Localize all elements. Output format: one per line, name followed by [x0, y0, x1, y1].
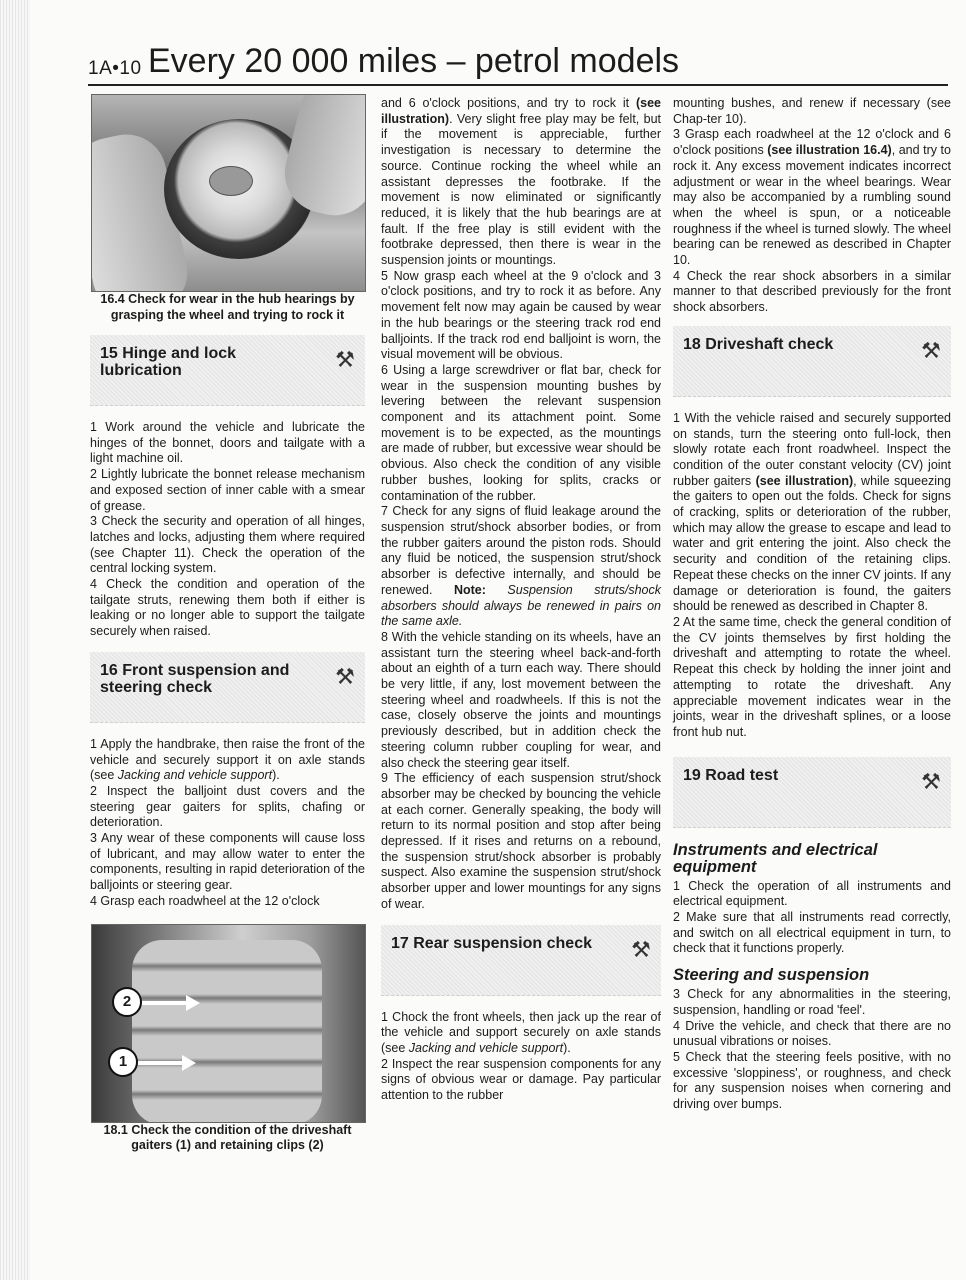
- s17p1-end: ).: [563, 1040, 571, 1055]
- spanner-icon: ⚒: [631, 936, 651, 962]
- s17-paragraph-1: [381, 1010, 661, 1057]
- section-16-title: 16 Front suspension and steering check: [100, 661, 290, 696]
- spanner-icon: ⚒: [921, 337, 941, 363]
- section-19-title: 19 Road test: [683, 766, 779, 784]
- column-3: [673, 96, 951, 1113]
- s15-paragraph-3: 3 Check the security and operation of all hinges, latches and locks, adjusting them where required (see Chapter 11). Check the operation of the central locking system.: [90, 514, 365, 576]
- s16-paragraph-1: [90, 737, 365, 784]
- s16-paragraph-2: 2 Inspect the balljoint dust covers and the steering gear gaiters for splits, chafing or deterioration.: [90, 783, 365, 830]
- gaiter-shape: [132, 940, 322, 1123]
- page-header: [88, 40, 946, 90]
- s18p1-bold: (see illustration): [755, 473, 854, 488]
- column-2: [381, 96, 661, 1104]
- s19-paragraph-3: 3 Check for any abnormalities in the steering, suspension, handling or road 'feel'.: [673, 987, 951, 1017]
- s16-paragraph-4-cont: [381, 96, 661, 269]
- section-15-heading: [90, 335, 365, 406]
- s18-paragraph-2: 2 At the same time, check the general condition of the CV joints themselves by first holding the driveshaft and attempting to rotate the wheel. Repeat this check by holding the inner joint and attempting to rotate the driveshaft. Any appreciable movement indicates wear in the joints, wear in the driveshaft splines, or a loose front hub nut.: [673, 614, 951, 739]
- s17p1-italic: Jacking and vehicle support: [408, 1040, 564, 1055]
- figure-16-4-caption: 16.4 Check for wear in the hub hearings by grasping the wheel and trying to rock it: [100, 292, 355, 322]
- s19-paragraph-5: 5 Check that the steering feels positive, with no excessive 'sloppiness', or roughness, and check for any suspension noises when cornering and driving over bumps.: [673, 1049, 951, 1112]
- c2p1-rest: . Very slight free play may be felt, but if the movement is appreciable, further investigation is necessary to determine the source. Continue rocking the wheel while an assistant depresses the footbrake. If the movement is now eliminated or significantly reduced, it is likely that the hub bearings are at fault. If the free play is still evident with the footbrake depressed, then there is wear in the suspension joints or mountings.: [381, 111, 661, 268]
- spanner-icon: ⚒: [335, 663, 355, 689]
- s16-paragraph-6: 6 Using a large screwdriver or flat bar, check for wear in the suspension mounting bushes by levering between the relevant suspension component and its attachment point. Some movement is to be expected, as the mountings are made of rubber, but excessive wear should be obvious. Also check the condition of any visible rubber bushes, looking for splits, cracks or contamination of the rubber.: [381, 362, 661, 503]
- subheading-instruments: Instruments and electrical equipment: [673, 840, 878, 876]
- s15-paragraph-2: 2 Lightly lubricate the bonnet release mechanism and exposed section of inner cable with a smear of grease.: [90, 467, 365, 513]
- section-18-title: 18 Driveshaft check: [683, 335, 834, 353]
- arrowhead-2: [186, 995, 200, 1011]
- section-18-heading: [673, 326, 951, 397]
- s18-paragraph-1: [673, 411, 951, 615]
- s17p3-text: 3 Grasp each roadwheel at the 12 o'clock and 6 o'clock positions: [673, 127, 951, 158]
- s19-paragraph-1: 1 Check the operation of all instruments and electrical equipment.: [673, 878, 951, 909]
- s17-paragraph-3: [673, 127, 951, 268]
- section-17-title: 17 Rear suspension check: [391, 934, 592, 952]
- section-16-heading: [90, 652, 365, 723]
- section-15-title: 15 Hinge and lock lubrication: [100, 345, 237, 379]
- s18p1-rest: , while squeezing the gaiters to open out the folds. Check for signs of cracking, splits or deterioration of the rubber, which may allow the grease to escape and lead to water and grit entering the joint. Also check the security and condition of the retaining clips. Repeat these checks on the inner CV joints. If any damage or deterioration is found, the gaiters should be renewed as described in Chapter 8.: [673, 473, 951, 614]
- header-rule: [88, 84, 948, 86]
- c2p1-bold: (see illustration): [381, 96, 661, 126]
- s16-paragraph-8: 8 With the vehicle standing on its wheels, have an assistant turn the steering wheel back-and-forth about an eighth of a turn each way. There should be very little, if any, lost movement between the steering wheel and roadwheels. If this is not the case, closely observe the joints and mountings previously described, but in addition check the steering column rubber coupling for wear, and also check the steering gear itself.: [381, 629, 661, 770]
- s16p1-text: 1 Apply the handbrake, then raise the front of the vehicle and securely support it on axle stands (see: [90, 736, 365, 783]
- spanner-icon: ⚒: [335, 347, 355, 372]
- s16p1-italic: Jacking and vehicle support: [117, 768, 273, 783]
- figure-18-1-caption: 18.1 Check the condition of the driveshaft gaiters (1) and retaining clips (2): [103, 1122, 352, 1153]
- spanner-icon: ⚒: [921, 768, 941, 794]
- arrowhead-1: [182, 1055, 196, 1071]
- c2p7-text: 7 Check for any signs of fluid leakage around the suspension strut/shock absorber bodies, or from the rubber gaiters around the piston rods. Should any fluid be noticed, the suspension strut/shock absorber is defective internally, and should be renewed.: [381, 504, 661, 597]
- s19-paragraph-2: 2 Make sure that all instruments read correctly, and switch on all electrical equipment in turn, to check that it functions properly.: [673, 910, 951, 956]
- column-1: [90, 94, 365, 1154]
- callout-2: 2: [112, 987, 142, 1017]
- section-19-heading: [673, 757, 951, 828]
- s19-paragraph-4: 4 Drive the vehicle, and check that there are no unusual vibrations or noises.: [673, 1018, 951, 1049]
- hub-shape: [209, 166, 253, 196]
- figure-16-4-photo: [91, 94, 366, 292]
- page-number: 1A•10: [88, 58, 142, 79]
- s17-paragraph-4: 4 Check the rear shock absorbers in a similar manner to that described previously for the front shock absorbers.: [673, 268, 951, 315]
- page-title: Every 20 000 miles – petrol models: [148, 42, 680, 80]
- arrow-1: [138, 1061, 184, 1065]
- callout-1: 1: [108, 1047, 138, 1077]
- s16-paragraph-9: 9 The efficiency of each suspension strut/shock absorber may be checked by bouncing the vehicle at each corner. Generally speaking, the body will return to its normal position and stop after being depressed. If it rises and returns on a rebound, the suspension strut/shock absorber is probably suspect. Also examine the suspension strut/shock absorber upper and lower mountings for any signs of wear.: [381, 771, 661, 911]
- s16-paragraph-5: 5 Now grasp each wheel at the 9 o'clock and 3 o'clock positions, and try to rock it as before. Any movement felt now may again be caused by wear in the hub bearings or the steering track rod end balljoints. If the track rod end balljoint is worn, the visual movement will be obvious.: [381, 268, 661, 362]
- s15-paragraph-4: 4 Check the condition and operation of the tailgate struts, renewing them both if either is leaking or no longer able to support the tailgate securely when raised.: [90, 577, 365, 639]
- s16-paragraph-3: 3 Any wear of these components will cause loss of lubricant, and may allow water to enter the components, resulting in rapid deterioration of the balljoints or steering gear.: [90, 831, 365, 893]
- section-17-heading: [381, 925, 661, 996]
- s17p3-bold: (see illustration 16.4): [767, 143, 892, 158]
- s17-paragraph-2: 2 Inspect the rear suspension components for any signs of obvious wear or damage. Pay particular attention to the rubber: [381, 1056, 661, 1103]
- s15-paragraph-1: 1 Work around the vehicle and lubricate the hinges of the bonnet, doors and tailgate with a light machine oil.: [90, 420, 365, 466]
- c2p1-text: and 6 o'clock positions, and try to rock it: [381, 96, 636, 110]
- s16-paragraph-4: 4 Grasp each roadwheel at the 12 o'clock: [90, 893, 320, 908]
- s16p1-end: ).: [272, 768, 280, 783]
- c2p7-note: Note:: [453, 582, 486, 597]
- figure-18-1-photo: [91, 924, 366, 1123]
- arrow-2: [142, 1001, 188, 1005]
- subheading-steering: Steering and suspension: [673, 966, 870, 985]
- s17p1-text: 1 Chock the front wheels, then jack up the rear of the vehicle and support securely on axle stands (see: [381, 1009, 661, 1055]
- s17-paragraph-2-cont: mounting bushes, and renew if necessary (see Chap-ter 10).: [673, 96, 951, 126]
- c2p7-italic: Suspension struts/shock absorbers should always be renewed in pairs on the same axle.: [381, 582, 661, 629]
- page-binding-edge: [0, 0, 30, 1280]
- s17p3-rest: , and try to rock it. Any excess movement indicates incorrect adjustment or wear in the wheel bearings. Wear may also be accompanied by a rumbling sound when the wheel is spun, or a noticeable roughness if the wheel is turned slowly. The wheel bearing can be renewed as described in Chapter 10.: [673, 143, 951, 268]
- s18p1-text: 1 With the vehicle raised and securely supported on stands, turn the steering onto full-lock, then slowly rotate each front roadwheel. Inspect the condition of the outer constant velocity (CV) joint rubber gaiters: [673, 410, 951, 488]
- s16-paragraph-7: [381, 504, 661, 630]
